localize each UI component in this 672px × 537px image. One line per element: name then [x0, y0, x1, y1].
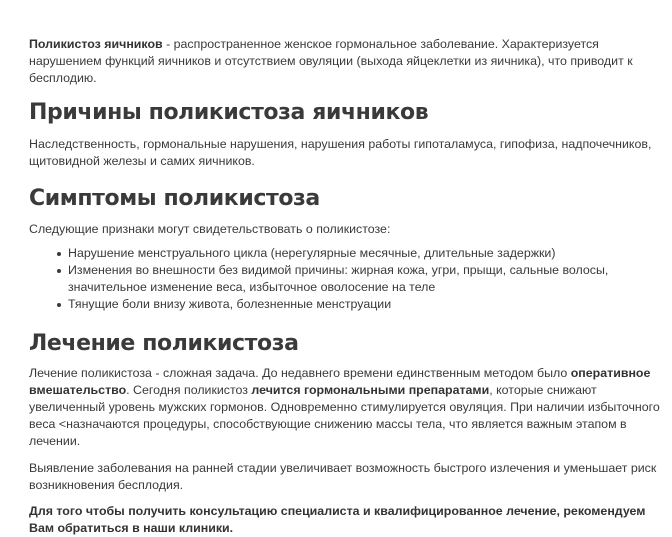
intro-term: Поликистоз яичников [29, 37, 163, 51]
consultation-paragraph [29, 503, 672, 537]
early-detection-paragraph: Выявление заболевания на ранней стадии увеличивает возможность быстрого излечения и уменьшает риск возникновения бесплодия. [29, 461, 657, 492]
intro-text: - распространенное женское гормональное заболевание. Характеризуется нарушением функций яичников и отсутствием овуляции (выхода яйцеклетки из яичника), что приводит к бесплодию. [29, 37, 633, 85]
treatment-bold-2: лечится гормональными препаратами [251, 383, 490, 397]
treatment-text-1: Лечение поликистоза - сложная задача. До недавнего времени единственным методом было [29, 366, 571, 380]
symptoms-list [29, 245, 672, 313]
causes-heading: Причины поликистоза яичников [29, 100, 429, 125]
treatment-text-2: . Сегодня поликистоз [126, 383, 252, 397]
symptoms-intro: Следующие признаки могут свидетельствовать о поликистозе: [29, 222, 391, 236]
symptoms-heading: Симптомы поликистоза [29, 186, 320, 211]
consultation-text: Для того чтобы получить консультацию специалиста и квалифицированное лечение, рекомендуем Вам обратиться в наши клиники. [29, 504, 646, 535]
causes-paragraph: Наследственность, гормональные нарушения, нарушения работы гипоталамуса, гипофиза, надпочечников, щитовидной железы и самих яичников. [29, 137, 652, 168]
intro-paragraph [29, 0, 672, 87]
list-item: Изменения во внешности без видимой причины: жирная кожа, угри, прыщи, сальные волосы, значительное изменение веса, избыточное оволосение на теле [68, 262, 672, 296]
list-item: Тянущие боли внизу живота, болезненные менструации [68, 296, 672, 313]
treatment-text-3: , которые снижают увеличенный уровень мужских гормонов. Одновременно стимулируется овуляция. При наличии избыточного веса <назначаются процедуры, способствующие снижению массы тела, что является важным этапом в лечении. [29, 383, 660, 448]
treatment-bold-1: оперативное вмешательство [29, 366, 651, 397]
treatment-heading: Лечение поликистоза [29, 331, 299, 356]
list-item: Нарушение менструального цикла (нерегулярные месячные, длительные задержки) [68, 245, 672, 262]
treatment-paragraph [29, 365, 672, 450]
